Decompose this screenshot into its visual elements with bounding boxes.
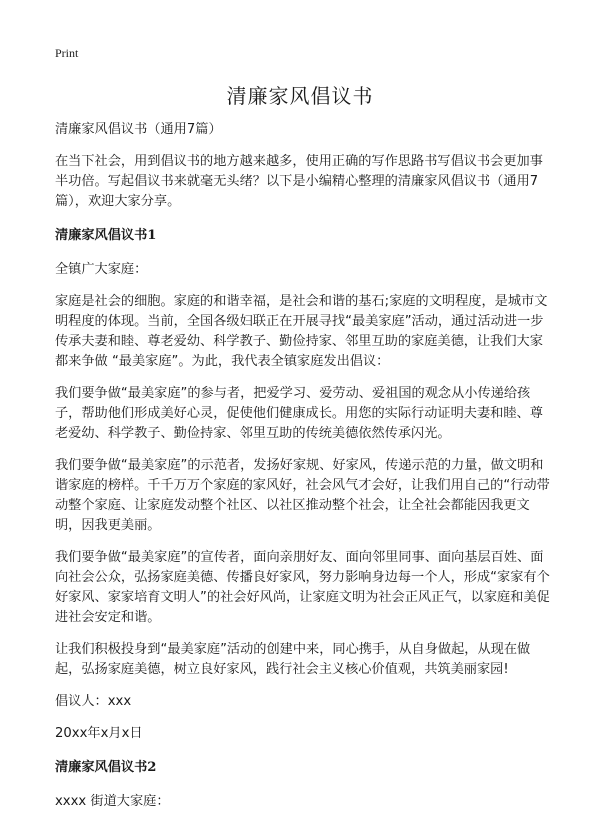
signer: 倡议人：xxx [55, 694, 132, 709]
section-heading-2: 清廉家风倡议书2 [55, 760, 157, 775]
document-subtitle: 清廉家风倡议书（通用7篇） [55, 122, 222, 137]
body-paragraph: 我们要争做“最美家庭”的示范者，发扬好家规、好家风，传递示范的力量，做文明和谐家庭的榜样。千千万万个家庭的家风好，社会风气才会好，让我们用自己的“行动带动整个家庭、让家庭发动整个社区、以社区推动整个社会，让全社会都能因我更文明，因我更美丽。 [55, 458, 550, 533]
body-paragraph: 我们要争做“最美家庭”的宣传者，面向亲朋好友、面向邻里同事、面向基层百姓、面向社会公众，弘扬家庭美德、传播良好家风，努力影响身边每一个人，形成“家家有个好家风、家家培育文明人”的社会好风尚，让家庭文明为社会正风正气，以家庭和美促进社会安定和谐。 [55, 550, 550, 625]
intro-paragraph: 在当下社会，用到倡议书的地方越来越多，使用正确的写作思路书写倡议书会更加事半功倍。写起倡议书来就毫无头绪？以下是小编精心整理的清廉家风倡议书（通用7篇），欢迎大家分享。 [55, 154, 543, 209]
print-link[interactable]: Print [55, 46, 79, 60]
document-body [55, 120, 550, 824]
salutation-1: 全镇广大家庭： [55, 262, 148, 277]
page-title: 清廉家风倡议书 [226, 84, 374, 108]
section-heading-1: 清廉家风倡议书1 [55, 228, 157, 243]
sign-date: 20xx年x月x日 [55, 726, 143, 741]
body-paragraph: 家庭是社会的细胞。家庭的和谐幸福，是社会和谐的基石;家庭的文明程度，是城市文明程度的体现。当前，全国各级妇联正在开展寻找“最美家庭”活动，通过活动进一步传承夫妻和睦、尊老爱幼、科学教子、勤俭持家、邻里互助的家庭美德，让我们大家都来争做 “最美家庭”。为此，我代表全镇家庭发出倡议： [55, 294, 548, 369]
salutation-2: xxxx 街道大家庭： [55, 794, 170, 809]
body-paragraph: 让我们积极投身到“最美家庭”活动的创建中来，同心携手，从自身做起，从现在做起，弘扬家庭美德，树立良好家风，践行社会主义核心价值观，共筑美丽家园! [55, 642, 531, 677]
body-paragraph: 我们要争做“最美家庭”的参与者，把爱学习、爱劳动、爱祖国的观念从小传递给孩子，帮助他们形成美好心灵，促使他们健康成长。用您的实际行动证明夫妻和睦、尊老爱幼、科学教子、勤俭持家、邻里互助的传统美德依然传承闪光。 [55, 386, 543, 441]
